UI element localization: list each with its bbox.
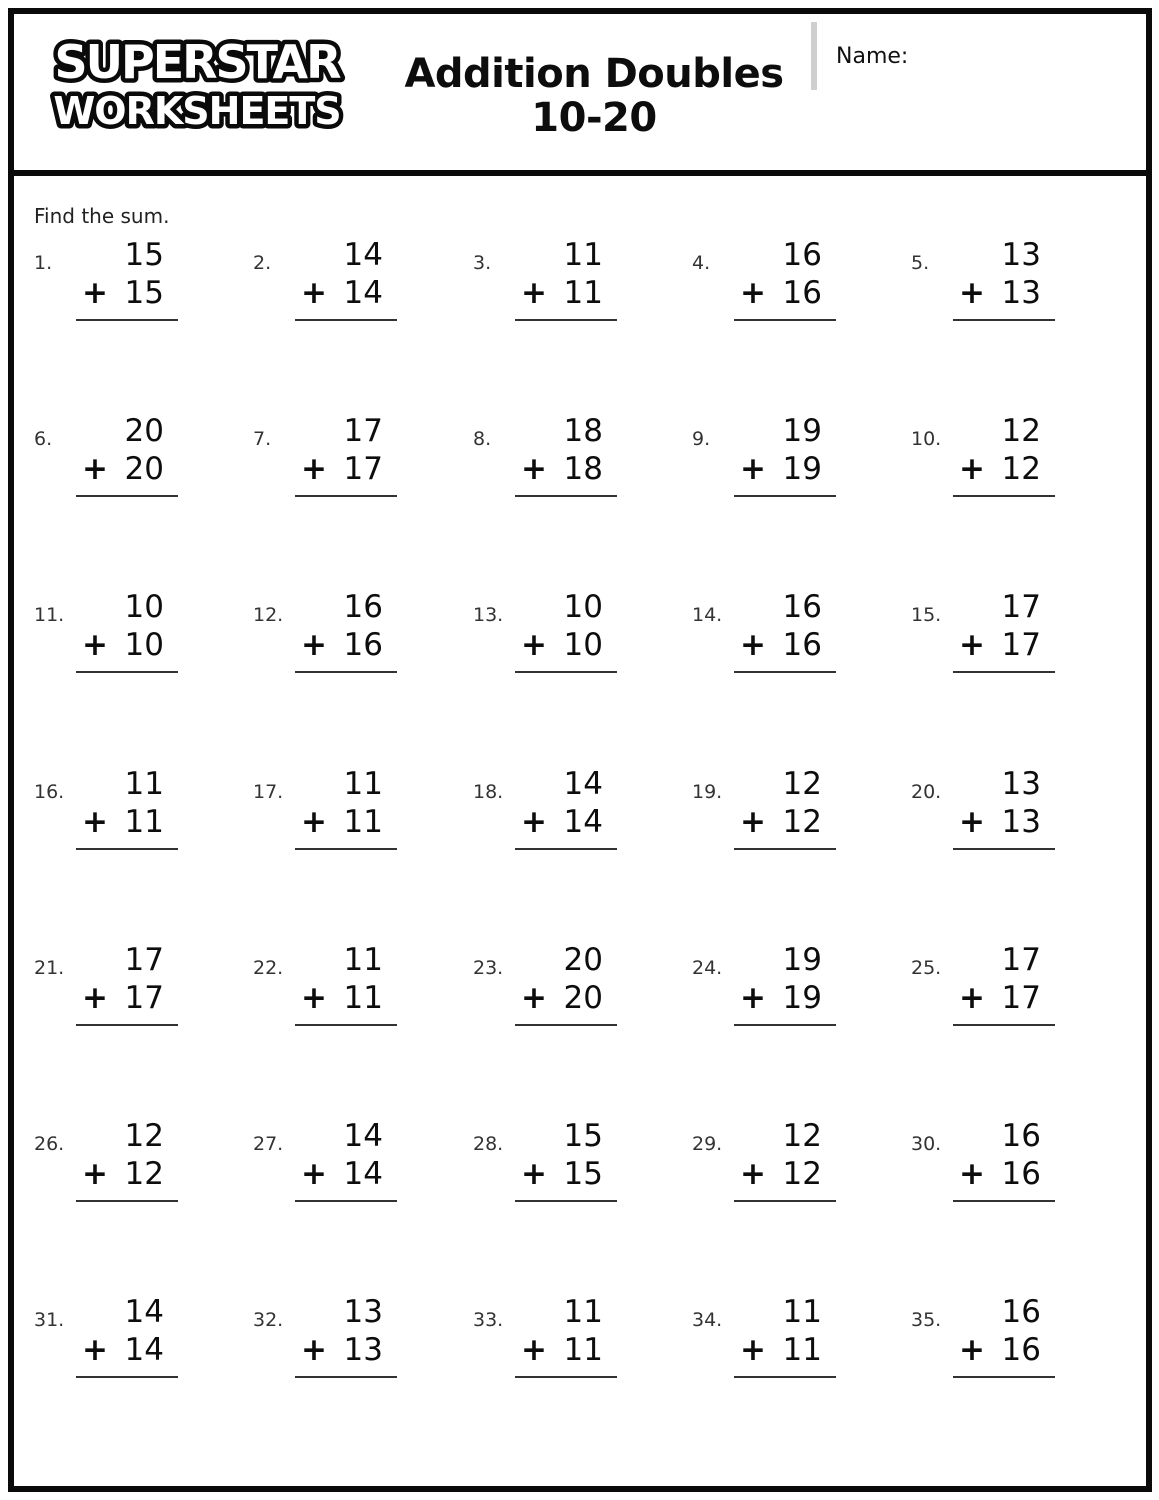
answer-input[interactable] — [76, 1029, 178, 1061]
plus-operator: + — [521, 980, 547, 1016]
answer-line — [734, 671, 836, 673]
addend-bottom-row — [955, 274, 1041, 312]
addend-bottom-row — [955, 626, 1041, 664]
addend-bottom: 13 — [343, 1332, 383, 1368]
plus-operator: + — [82, 627, 108, 663]
plus-operator: + — [82, 275, 108, 311]
plus-operator: + — [740, 1332, 766, 1368]
answer-line — [76, 1024, 178, 1026]
addend-top: 16 — [1001, 1118, 1041, 1154]
problem-item — [473, 1293, 673, 1403]
answer-input[interactable] — [515, 1029, 617, 1061]
problem-number: 12. — [253, 604, 284, 626]
answer-input[interactable] — [76, 1381, 178, 1413]
answer-input[interactable] — [515, 1205, 617, 1237]
problem-item — [34, 236, 234, 346]
problem-item — [253, 236, 453, 346]
addend-bottom: 17 — [1001, 980, 1041, 1016]
problem-number: 28. — [473, 1133, 504, 1155]
problem-number: 29. — [692, 1133, 723, 1155]
addend-bottom-row — [78, 274, 164, 312]
answer-line — [734, 1376, 836, 1378]
addend-top: 11 — [343, 766, 383, 802]
answer-line — [734, 1024, 836, 1026]
addend-bottom: 16 — [1001, 1156, 1041, 1192]
addend-bottom-row — [297, 979, 383, 1017]
addend-bottom-row — [297, 1155, 383, 1193]
addend-top: 15 — [563, 1118, 603, 1154]
problem-number: 4. — [692, 252, 711, 274]
problem-item — [473, 1117, 673, 1227]
plus-operator: + — [301, 1332, 327, 1368]
answer-line — [515, 1376, 617, 1378]
problem-number: 23. — [473, 957, 504, 979]
plus-operator: + — [740, 804, 766, 840]
problem-item — [34, 588, 234, 698]
answer-input[interactable] — [515, 324, 617, 356]
answer-input[interactable] — [295, 676, 397, 708]
worksheet-title — [394, 52, 794, 140]
problem-item — [692, 588, 892, 698]
addend-top: 12 — [782, 1118, 822, 1154]
problem-number: 33. — [473, 1309, 504, 1331]
addend-bottom: 14 — [343, 275, 383, 311]
plus-operator: + — [740, 627, 766, 663]
addend-bottom: 13 — [1001, 804, 1041, 840]
answer-input[interactable] — [953, 1205, 1055, 1237]
problem-item — [34, 412, 234, 522]
addend-bottom-row — [736, 1331, 822, 1369]
addend-bottom: 17 — [343, 451, 383, 487]
addend-bottom: 12 — [782, 804, 822, 840]
instructions: Find the sum. — [34, 204, 170, 228]
plus-operator: + — [959, 451, 985, 487]
answer-line — [76, 671, 178, 673]
answer-input[interactable] — [295, 1205, 397, 1237]
addend-top: 13 — [1001, 766, 1041, 802]
plus-operator: + — [959, 1156, 985, 1192]
logo-line1: SUPERSTAR — [54, 35, 340, 89]
problem-number: 35. — [911, 1309, 942, 1331]
answer-line — [515, 848, 617, 850]
problem-number: 7. — [253, 428, 272, 450]
answer-input[interactable] — [953, 853, 1055, 885]
plus-operator: + — [301, 1156, 327, 1192]
addend-bottom: 14 — [343, 1156, 383, 1192]
answer-line — [76, 848, 178, 850]
answer-line — [953, 848, 1055, 850]
answer-input[interactable] — [295, 1029, 397, 1061]
worksheet-header — [14, 14, 1146, 176]
problem-number: 16. — [34, 781, 65, 803]
answer-input[interactable] — [76, 324, 178, 356]
addend-bottom-row — [517, 626, 603, 664]
answer-line — [295, 319, 397, 321]
addend-bottom: 20 — [563, 980, 603, 1016]
problem-number: 1. — [34, 252, 53, 274]
addend-bottom-row — [955, 979, 1041, 1017]
addend-bottom: 12 — [124, 1156, 164, 1192]
addend-bottom: 14 — [563, 804, 603, 840]
problem-item — [253, 1117, 453, 1227]
addend-bottom: 11 — [563, 1332, 603, 1368]
problem-item — [692, 236, 892, 346]
answer-line — [295, 1200, 397, 1202]
plus-operator: + — [301, 804, 327, 840]
problem-item — [253, 765, 453, 875]
answer-line — [295, 1024, 397, 1026]
addend-bottom-row — [517, 274, 603, 312]
problem-number: 2. — [253, 252, 272, 274]
answer-input[interactable] — [734, 324, 836, 356]
header-divider — [811, 22, 817, 90]
plus-operator: + — [740, 1156, 766, 1192]
addend-bottom: 10 — [124, 627, 164, 663]
problem-item — [34, 765, 234, 875]
addend-bottom-row — [297, 626, 383, 664]
superstar-worksheets-logo — [24, 32, 374, 132]
problem-item — [911, 765, 1111, 875]
plus-operator: + — [521, 451, 547, 487]
answer-line — [515, 671, 617, 673]
answer-input[interactable] — [953, 500, 1055, 532]
answer-line — [295, 848, 397, 850]
answer-line — [76, 1376, 178, 1378]
answer-line — [953, 671, 1055, 673]
answer-line — [76, 1200, 178, 1202]
answer-input[interactable] — [295, 324, 397, 356]
answer-line — [295, 1376, 397, 1378]
answer-input[interactable] — [734, 1381, 836, 1413]
addend-bottom: 19 — [782, 980, 822, 1016]
problem-item — [911, 1293, 1111, 1403]
addend-bottom-row — [517, 803, 603, 841]
addend-bottom: 11 — [343, 980, 383, 1016]
addend-top: 13 — [343, 1294, 383, 1330]
addend-top: 14 — [343, 237, 383, 273]
plus-operator: + — [301, 627, 327, 663]
name-field[interactable] — [914, 36, 1138, 74]
answer-line — [515, 1024, 617, 1026]
addend-bottom-row — [78, 803, 164, 841]
addend-top: 14 — [563, 766, 603, 802]
answer-input[interactable] — [76, 500, 178, 532]
answer-input[interactable] — [295, 500, 397, 532]
addend-bottom: 17 — [1001, 627, 1041, 663]
addend-bottom-row — [78, 1331, 164, 1369]
addend-bottom-row — [517, 1155, 603, 1193]
addend-bottom: 11 — [343, 804, 383, 840]
plus-operator: + — [959, 627, 985, 663]
answer-input[interactable] — [515, 1381, 617, 1413]
addend-bottom: 11 — [563, 275, 603, 311]
answer-input[interactable] — [734, 1029, 836, 1061]
problem-item — [692, 765, 892, 875]
problem-item — [911, 941, 1111, 1051]
addend-bottom: 16 — [782, 275, 822, 311]
answer-line — [734, 1200, 836, 1202]
answer-line — [734, 848, 836, 850]
answer-input[interactable] — [515, 676, 617, 708]
answer-input[interactable] — [76, 853, 178, 885]
answer-input[interactable] — [953, 1029, 1055, 1061]
plus-operator: + — [82, 1332, 108, 1368]
problem-number: 15. — [911, 604, 942, 626]
addend-bottom-row — [517, 979, 603, 1017]
addend-bottom-row — [955, 450, 1041, 488]
problem-item — [34, 1117, 234, 1227]
problem-item — [253, 1293, 453, 1403]
plus-operator: + — [82, 1156, 108, 1192]
problem-item — [911, 1117, 1111, 1227]
addend-bottom-row — [736, 450, 822, 488]
problem-item — [692, 1117, 892, 1227]
addend-top: 20 — [124, 413, 164, 449]
addend-bottom-row — [517, 1331, 603, 1369]
addend-top: 17 — [1001, 942, 1041, 978]
addend-top: 19 — [782, 942, 822, 978]
answer-input[interactable] — [734, 500, 836, 532]
plus-operator: + — [82, 980, 108, 1016]
addend-top: 16 — [782, 237, 822, 273]
problem-item — [253, 412, 453, 522]
problem-number: 5. — [911, 252, 930, 274]
plus-operator: + — [82, 451, 108, 487]
problem-number: 21. — [34, 957, 65, 979]
worksheet-page — [8, 8, 1152, 1492]
addend-bottom: 11 — [782, 1332, 822, 1368]
answer-input[interactable] — [953, 676, 1055, 708]
plus-operator: + — [959, 804, 985, 840]
plus-operator: + — [301, 980, 327, 1016]
addend-bottom-row — [297, 1331, 383, 1369]
problem-number: 26. — [34, 1133, 65, 1155]
addend-bottom-row — [78, 979, 164, 1017]
plus-operator: + — [959, 1332, 985, 1368]
title-line1: Addition Doubles — [404, 51, 784, 97]
addend-bottom: 15 — [124, 275, 164, 311]
problem-number: 19. — [692, 781, 723, 803]
problem-number: 22. — [253, 957, 284, 979]
answer-input[interactable] — [734, 1205, 836, 1237]
addend-top: 14 — [124, 1294, 164, 1330]
addend-bottom: 11 — [124, 804, 164, 840]
addend-bottom-row — [736, 274, 822, 312]
problem-number: 31. — [34, 1309, 65, 1331]
addend-bottom-row — [955, 803, 1041, 841]
problem-number: 10. — [911, 428, 942, 450]
addend-bottom: 14 — [124, 1332, 164, 1368]
answer-line — [515, 319, 617, 321]
problem-number: 25. — [911, 957, 942, 979]
title-line2: 10-20 — [531, 95, 657, 141]
answer-line — [734, 495, 836, 497]
answer-line — [515, 1200, 617, 1202]
addend-top: 15 — [124, 237, 164, 273]
problem-item — [473, 765, 673, 875]
plus-operator: + — [301, 451, 327, 487]
plus-operator: + — [521, 275, 547, 311]
problem-item — [692, 412, 892, 522]
problem-number: 32. — [253, 1309, 284, 1331]
addend-bottom-row — [297, 803, 383, 841]
addend-bottom: 15 — [563, 1156, 603, 1192]
problem-number: 30. — [911, 1133, 942, 1155]
problem-item — [911, 588, 1111, 698]
problem-number: 8. — [473, 428, 492, 450]
problem-item — [473, 941, 673, 1051]
addend-bottom-row — [78, 450, 164, 488]
addend-bottom-row — [297, 450, 383, 488]
problem-item — [911, 236, 1111, 346]
addend-bottom-row — [955, 1331, 1041, 1369]
addend-top: 16 — [343, 589, 383, 625]
addend-bottom: 16 — [343, 627, 383, 663]
answer-line — [295, 671, 397, 673]
answer-input[interactable] — [953, 1381, 1055, 1413]
addend-bottom: 16 — [782, 627, 822, 663]
answer-input[interactable] — [515, 853, 617, 885]
plus-operator: + — [740, 451, 766, 487]
answer-line — [953, 495, 1055, 497]
addend-top: 11 — [124, 766, 164, 802]
addend-bottom: 19 — [782, 451, 822, 487]
problem-item — [692, 941, 892, 1051]
addend-top: 18 — [563, 413, 603, 449]
answer-input[interactable] — [76, 676, 178, 708]
addend-top: 17 — [343, 413, 383, 449]
addend-bottom-row — [736, 1155, 822, 1193]
plus-operator: + — [521, 1332, 547, 1368]
answer-input[interactable] — [295, 853, 397, 885]
addend-top: 12 — [1001, 413, 1041, 449]
addend-top: 16 — [782, 589, 822, 625]
addend-top: 12 — [124, 1118, 164, 1154]
plus-operator: + — [301, 275, 327, 311]
answer-line — [953, 1200, 1055, 1202]
answer-line — [295, 495, 397, 497]
addend-bottom-row — [955, 1155, 1041, 1193]
answer-input[interactable] — [953, 324, 1055, 356]
problem-item — [34, 941, 234, 1051]
addend-top: 11 — [343, 942, 383, 978]
addend-bottom: 12 — [782, 1156, 822, 1192]
problem-number: 9. — [692, 428, 711, 450]
addend-bottom: 20 — [124, 451, 164, 487]
answer-input[interactable] — [76, 1205, 178, 1237]
problem-item — [473, 236, 673, 346]
answer-line — [734, 319, 836, 321]
addend-top: 13 — [1001, 237, 1041, 273]
problem-item — [253, 588, 453, 698]
problem-number: 3. — [473, 252, 492, 274]
problem-number: 13. — [473, 604, 504, 626]
addend-bottom-row — [517, 450, 603, 488]
addend-bottom: 16 — [1001, 1332, 1041, 1368]
answer-line — [76, 495, 178, 497]
addend-top: 17 — [124, 942, 164, 978]
addend-bottom: 13 — [1001, 275, 1041, 311]
answer-line — [953, 1376, 1055, 1378]
problem-number: 14. — [692, 604, 723, 626]
answer-input[interactable] — [295, 1381, 397, 1413]
problem-number: 34. — [692, 1309, 723, 1331]
problem-number: 18. — [473, 781, 504, 803]
logo-line2: WORKSHEETS — [53, 89, 341, 132]
answer-line — [953, 1024, 1055, 1026]
problem-number: 11. — [34, 604, 65, 626]
addend-top: 10 — [124, 589, 164, 625]
addend-top: 11 — [563, 237, 603, 273]
addend-top: 20 — [563, 942, 603, 978]
addend-top: 11 — [563, 1294, 603, 1330]
answer-line — [76, 319, 178, 321]
problem-number: 24. — [692, 957, 723, 979]
problem-item — [473, 588, 673, 698]
answer-line — [953, 319, 1055, 321]
problem-item — [34, 1293, 234, 1403]
addend-top: 10 — [563, 589, 603, 625]
addend-bottom-row — [297, 274, 383, 312]
addend-top: 14 — [343, 1118, 383, 1154]
answer-input[interactable] — [515, 500, 617, 532]
plus-operator: + — [740, 275, 766, 311]
problem-number: 20. — [911, 781, 942, 803]
addend-top: 12 — [782, 766, 822, 802]
plus-operator: + — [521, 804, 547, 840]
problem-number: 6. — [34, 428, 53, 450]
answer-input[interactable] — [734, 853, 836, 885]
addend-bottom-row — [736, 979, 822, 1017]
plus-operator: + — [740, 980, 766, 1016]
addend-bottom-row — [736, 803, 822, 841]
plus-operator: + — [959, 980, 985, 1016]
addend-bottom: 12 — [1001, 451, 1041, 487]
problem-item — [911, 412, 1111, 522]
addend-top: 11 — [782, 1294, 822, 1330]
answer-line — [515, 495, 617, 497]
plus-operator: + — [959, 275, 985, 311]
addend-bottom-row — [736, 626, 822, 664]
addend-top: 17 — [1001, 589, 1041, 625]
plus-operator: + — [521, 1156, 547, 1192]
plus-operator: + — [82, 804, 108, 840]
addend-bottom-row — [78, 626, 164, 664]
problem-number: 27. — [253, 1133, 284, 1155]
addend-bottom: 18 — [563, 451, 603, 487]
name-label: Name: — [836, 44, 909, 69]
addend-top: 16 — [1001, 1294, 1041, 1330]
addend-top: 19 — [782, 413, 822, 449]
addend-bottom-row — [78, 1155, 164, 1193]
problem-item — [692, 1293, 892, 1403]
problem-item — [253, 941, 453, 1051]
answer-input[interactable] — [734, 676, 836, 708]
problem-item — [473, 412, 673, 522]
problem-number: 17. — [253, 781, 284, 803]
addend-bottom: 10 — [563, 627, 603, 663]
addend-bottom: 17 — [124, 980, 164, 1016]
plus-operator: + — [521, 627, 547, 663]
